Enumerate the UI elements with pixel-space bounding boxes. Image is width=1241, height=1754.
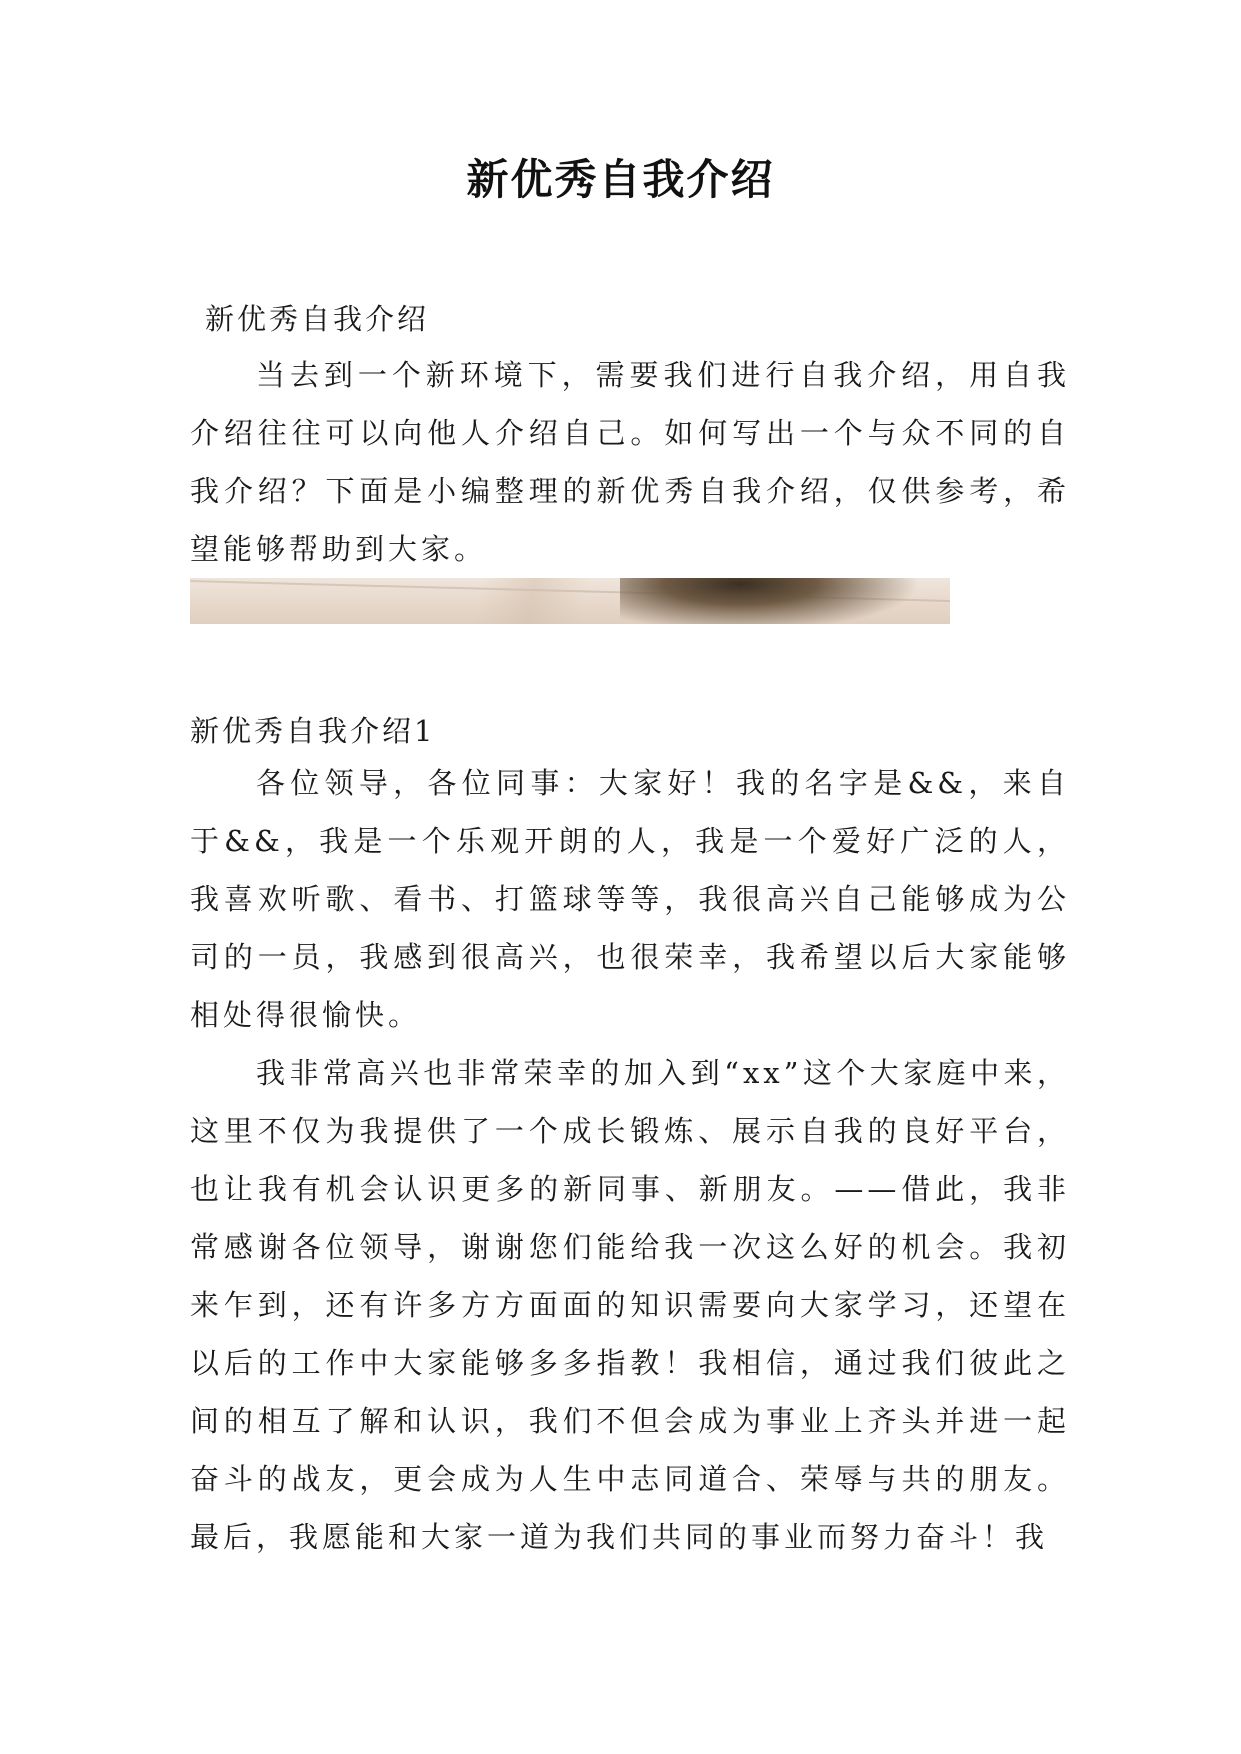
document-title: 新优秀自我介绍 [466,155,775,204]
section-heading: 新优秀自我介绍1 [190,714,436,748]
intro-paragraph: 当去到一个新环境下，需要我们进行自我介绍，用自我介绍往往可以向他人介绍自己。如何写出一个与众不同的自我介绍？下面是小编整理的新优秀自我介绍，仅供参考，希望能够帮助到大家。 [190,358,1070,566]
photo-detail [190,578,950,624]
section-paragraph: 各位领导，各位同事：大家好！我的名字是&&，来自于&&，我是一个乐观开朗的人，我是一个爱好广泛的人，我喜欢听歌、看书、打篮球等等，我很高兴自己能够成为公司的一员，我感到很高兴，也很荣幸，我希望以后大家能够相处得很愉快。 [190,766,1070,1032]
section-paragraph: 我非常高兴也非常荣幸的加入到“xx”这个大家庭中来，这里不仅为我提供了一个成长锻炼、展示自我的良好平台，也让我有机会认识更多的新同事、新朋友。——借此，我非常感谢各位领导，谢谢您们能给我一次这么好的机会。我初来乍到，还有许多方方面面的知识需要向大家学习，还望在以后的工作中大家能够多多指教！我相信，通过我们彼此之间的相互了解和认识，我们不但会成为事业上齐头并进一起奋斗的战友，更会成为人生中志同道合、荣辱与共的朋友。最后，我愿能和大家一道为我们共同的事业而努力奋斗！我 [190,1056,1070,1554]
document-subheading: 新优秀自我介绍 [205,302,430,336]
cropped-photo [190,578,950,624]
